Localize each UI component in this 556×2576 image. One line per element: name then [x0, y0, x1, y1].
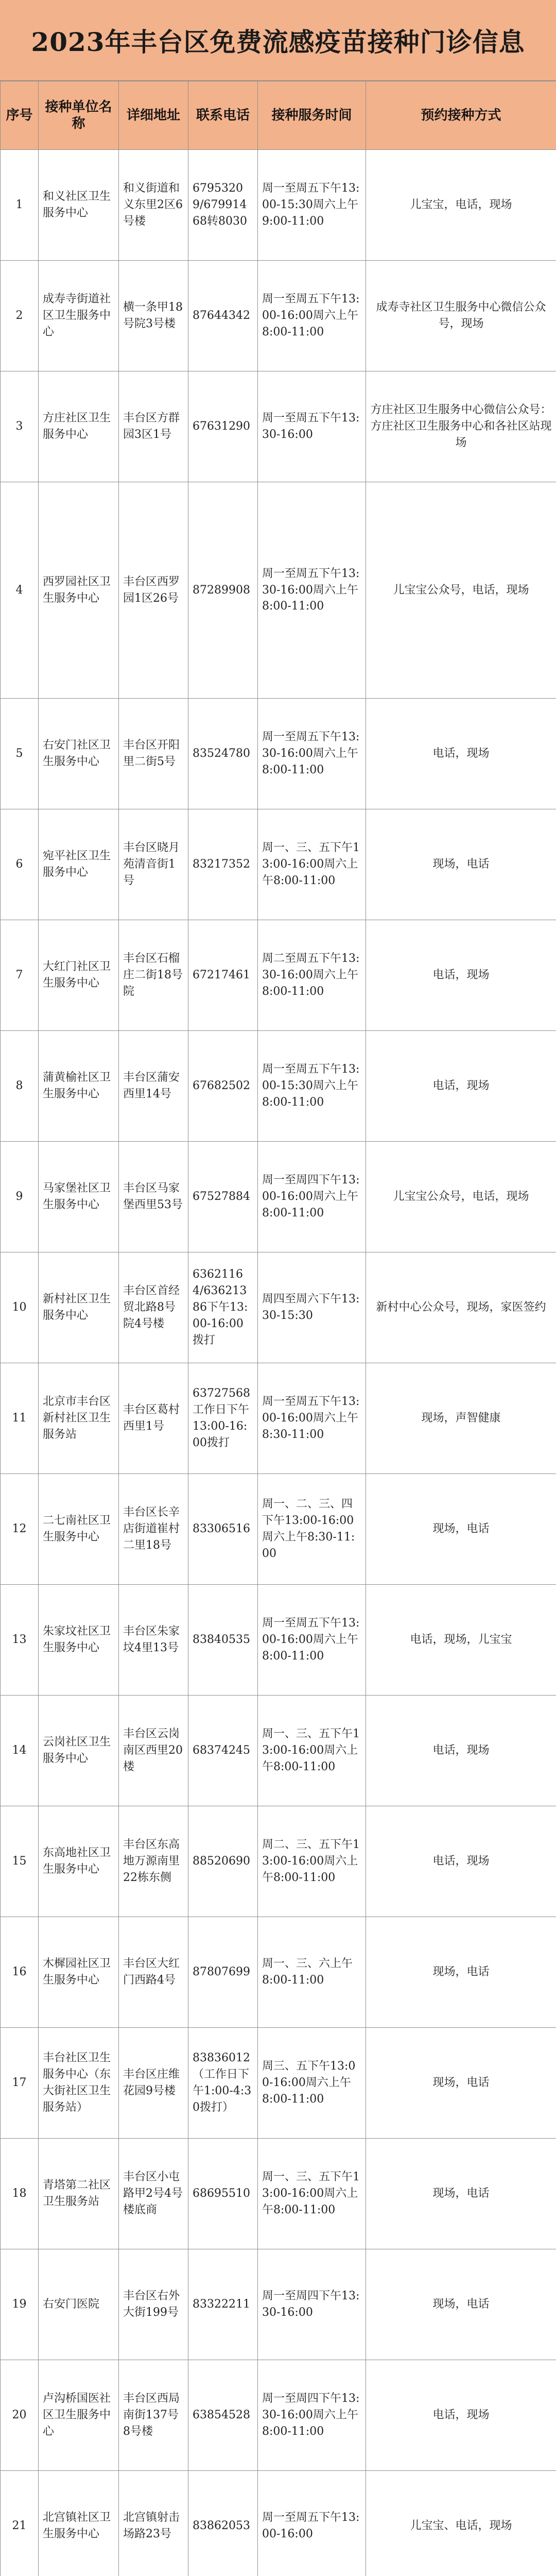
- header-no: 序号: [1, 81, 39, 150]
- cell-phone: 63854528: [188, 2360, 258, 2471]
- cell-phone: 87807699: [188, 1917, 258, 2028]
- cell-phone: 83217352: [188, 809, 258, 920]
- cell-address: 丰台区东高地万源南里22栋东侧: [119, 1806, 188, 1917]
- cell-phone: 67527884: [188, 1142, 258, 1252]
- cell-time: 周一至周五下午13:00-16:00: [258, 2471, 366, 2576]
- cell-appointment: 现场，电话: [366, 1917, 556, 2028]
- cell-appointment: 电话，现场: [366, 920, 556, 1031]
- cell-unit: 宛平社区卫生服务中心: [39, 809, 119, 920]
- title-banner: [0, 0, 556, 81]
- cell-phone: 83840535: [188, 1585, 258, 1696]
- cell-unit: 东高地社区卫生服务中心: [39, 1806, 119, 1917]
- cell-appointment: 现场，电话: [366, 809, 556, 920]
- cell-unit: 西罗园社区卫生服务中心: [39, 482, 119, 699]
- cell-phone: 67953209/67991468转8030: [188, 150, 258, 261]
- cell-no: 21: [1, 2471, 39, 2576]
- cell-time: 周一至周四下午13:00-16:00周六上午8:00-11:00: [258, 1142, 366, 1252]
- cell-appointment: 儿宝宝，电话，现场: [366, 150, 556, 261]
- cell-address: 丰台区蒲安西里14号: [119, 1031, 188, 1142]
- cell-time: 周二至周五下午13:30-16:00周六上午8:00-11:00: [258, 920, 366, 1031]
- cell-no: 16: [1, 1917, 39, 2028]
- page-title: 2023年丰台区免费流感疫苗接种门诊信息: [31, 27, 525, 57]
- cell-phone: 88520690: [188, 1806, 258, 1917]
- cell-time: 周一、三、五下午13:00-16:00周六上午8:00-11:00: [258, 2139, 366, 2249]
- cell-time: 周三、五下午13:00-16:00周六上午8:00-11:00: [258, 2028, 366, 2139]
- cell-no: 2: [1, 261, 39, 371]
- cell-unit: 北京市丰台区新村社区卫生服务站: [39, 1363, 119, 1474]
- cell-unit: 云岗社区卫生服务中心: [39, 1696, 119, 1806]
- cell-appointment: 儿宝宝、电话，现场: [366, 2471, 556, 2576]
- cell-time: 周一至周五下午13:30-16:00周六上午8:00-11:00: [258, 482, 366, 699]
- cell-unit: 成寿寺街道社区卫生服务中心: [39, 261, 119, 371]
- cell-time: 周一、三、五下午13:00-16:00周六上午8:00-11:00: [258, 1696, 366, 1806]
- cell-time: 周一至周五下午13:00-16:00周六上午8:00-11:00: [258, 261, 366, 371]
- cell-no: 11: [1, 1363, 39, 1474]
- cell-appointment: 电话，现场: [366, 1806, 556, 1917]
- cell-no: 19: [1, 2249, 39, 2360]
- cell-time: 周一至周五下午13:00-15:30周六上午9:00-11:00: [258, 150, 366, 261]
- table-row: [1, 699, 556, 809]
- table-row: [1, 1252, 556, 1363]
- cell-appointment: 儿宝宝公众号，电话，现场: [366, 482, 556, 699]
- cell-appointment: 现场，声智健康: [366, 1363, 556, 1474]
- cell-address: 丰台区云岗南区西里20楼: [119, 1696, 188, 1806]
- cell-unit: 丰台社区卫生服务中心（东大街社区卫生服务站）: [39, 2028, 119, 2139]
- cell-unit: 朱家坟社区卫生服务中心: [39, 1585, 119, 1696]
- cell-unit: 右安门医院: [39, 2249, 119, 2360]
- cell-time: 周一至周四下午13:30-16:00周六上午8:00-11:00: [258, 2360, 366, 2471]
- cell-address: 丰台区小屯路甲2号4号楼底商: [119, 2139, 188, 2249]
- cell-appointment: 电话，现场: [366, 1696, 556, 1806]
- cell-address: 丰台区开阳里二街5号: [119, 699, 188, 809]
- cell-phone: 63727568工作日下午13:00-16:00拨打: [188, 1363, 258, 1474]
- cell-appointment: 电话，现场: [366, 2360, 556, 2471]
- cell-no: 14: [1, 1696, 39, 1806]
- cell-time: 周一至周五下午13:00-16:00周六上午8:00-11:00: [258, 1585, 366, 1696]
- header-phone: 联系电话: [188, 81, 258, 150]
- table-row: [1, 2139, 556, 2249]
- header-address: 详细地址: [119, 81, 188, 150]
- cell-unit: 马家堡社区卫生服务中心: [39, 1142, 119, 1252]
- cell-time: 周一、二、三、四下午13:00-16:00周六上午8:30-11:00: [258, 1474, 366, 1585]
- cell-address: 北宫镇射击场路23号: [119, 2471, 188, 2576]
- cell-appointment: 电话，现场: [366, 699, 556, 809]
- cell-unit: 右安门社区卫生服务中心: [39, 699, 119, 809]
- cell-no: 4: [1, 482, 39, 699]
- cell-address: 丰台区马家堡西里53号: [119, 1142, 188, 1252]
- table-row: [1, 809, 556, 920]
- cell-unit: 方庄社区卫生服务中心: [39, 371, 119, 482]
- cell-time: 周一至周五下午13:00-15:30周六上午8:00-11:00: [258, 1031, 366, 1142]
- cell-unit: 蒲黄榆社区卫生服务中心: [39, 1031, 119, 1142]
- cell-appointment: 现场，电话: [366, 2028, 556, 2139]
- cell-address: 丰台区大红门西路4号: [119, 1917, 188, 2028]
- cell-phone: 83862053: [188, 2471, 258, 2576]
- cell-time: 周一至周五下午13:30-16:00: [258, 371, 366, 482]
- cell-address: 横一条甲18号院3号楼: [119, 261, 188, 371]
- cell-appointment: 儿宝宝公众号，电话，现场: [366, 1142, 556, 1252]
- cell-address: 丰台区晓月苑清音街1号: [119, 809, 188, 920]
- cell-no: 13: [1, 1585, 39, 1696]
- cell-address: 丰台区庄维花园9号楼: [119, 2028, 188, 2139]
- cell-address: 丰台区西局南街137号8号楼: [119, 2360, 188, 2471]
- cell-phone: 68374245: [188, 1696, 258, 1806]
- cell-address: 丰台区西罗园1区26号: [119, 482, 188, 699]
- cell-time: 周四至周六下午13:30-15:30: [258, 1252, 366, 1363]
- cell-no: 12: [1, 1474, 39, 1585]
- cell-no: 1: [1, 150, 39, 261]
- cell-no: 15: [1, 1806, 39, 1917]
- cell-unit: 青塔第二社区卫生服务站: [39, 2139, 119, 2249]
- header-unit: 接种单位名称: [39, 81, 119, 150]
- table-row: [1, 1806, 556, 1917]
- cell-time: 周二、三、五下午13:00-16:00周六上午8:00-11:00: [258, 1806, 366, 1917]
- cell-no: 17: [1, 2028, 39, 2139]
- cell-no: 8: [1, 1031, 39, 1142]
- cell-appointment: 现场，电话: [366, 2249, 556, 2360]
- cell-address: 丰台区石榴庄二街18号院: [119, 920, 188, 1031]
- table-row: [1, 2471, 556, 2576]
- table-body: [1, 150, 556, 2576]
- cell-no: 18: [1, 2139, 39, 2249]
- table-row: [1, 1474, 556, 1585]
- table-row: [1, 1031, 556, 1142]
- cell-appointment: 现场，电话: [366, 1474, 556, 1585]
- cell-address: 丰台区长辛店街道崔村二里18号: [119, 1474, 188, 1585]
- cell-unit: 新村社区卫生服务中心: [39, 1252, 119, 1363]
- cell-no: 10: [1, 1252, 39, 1363]
- cell-time: 周一至周五下午13:30-16:00周六上午8:00-11:00: [258, 699, 366, 809]
- table-row: [1, 1142, 556, 1252]
- cell-phone: 83524780: [188, 699, 258, 809]
- table-row: [1, 482, 556, 699]
- cell-phone: 63621164/63621386下午13:00-16:00拨打: [188, 1252, 258, 1363]
- cell-unit: 和义社区卫生服务中心: [39, 150, 119, 261]
- cell-no: 20: [1, 2360, 39, 2471]
- clinic-table: [0, 81, 556, 2576]
- cell-phone: 68695510: [188, 2139, 258, 2249]
- header-appointment: 预约接种方式: [366, 81, 556, 150]
- cell-phone: 87289908: [188, 482, 258, 699]
- cell-no: 7: [1, 920, 39, 1031]
- cell-appointment: 电话，现场，儿宝宝: [366, 1585, 556, 1696]
- cell-unit: 卢沟桥国医社区卫生服务中心: [39, 2360, 119, 2471]
- cell-no: 3: [1, 371, 39, 482]
- cell-appointment: 方庄社区卫生服务中心微信公众号：方庄社区卫生服务中心和各社区站现场: [366, 371, 556, 482]
- table-row: [1, 1917, 556, 2028]
- cell-no: 9: [1, 1142, 39, 1252]
- table-header-row: [1, 81, 556, 150]
- cell-no: 6: [1, 809, 39, 920]
- cell-phone: 67682502: [188, 1031, 258, 1142]
- cell-address: 丰台区首经贸北路8号院4号楼: [119, 1252, 188, 1363]
- cell-appointment: 现场，电话: [366, 2139, 556, 2249]
- cell-unit: 北宫镇社区卫生服务中心: [39, 2471, 119, 2576]
- table-row: [1, 1585, 556, 1696]
- cell-appointment: 新村中心公众号，现场，家医签约: [366, 1252, 556, 1363]
- cell-time: 周一至周五下午13:00-16:00周六上午8:30-11:00: [258, 1363, 366, 1474]
- cell-no: 5: [1, 699, 39, 809]
- table-row: [1, 2249, 556, 2360]
- table-row: [1, 1363, 556, 1474]
- table-row: [1, 920, 556, 1031]
- cell-unit: 二七南社区卫生服务中心: [39, 1474, 119, 1585]
- cell-address: 丰台区右外大街199号: [119, 2249, 188, 2360]
- table-row: [1, 2360, 556, 2471]
- cell-appointment: 电话，现场: [366, 1031, 556, 1142]
- cell-time: 周一、三、六上午8:00-11:00: [258, 1917, 366, 2028]
- cell-appointment: 成寿寺社区卫生服务中心微信公众号，现场: [366, 261, 556, 371]
- cell-address: 丰台区方群园3区1号: [119, 371, 188, 482]
- table-row: [1, 2028, 556, 2139]
- cell-time: 周一、三、五下午13:00-16:00周六上午8:00-11:00: [258, 809, 366, 920]
- cell-time: 周一至周四下午13:30-16:00: [258, 2249, 366, 2360]
- cell-address: 丰台区葛村西里1号: [119, 1363, 188, 1474]
- cell-phone: 83322211: [188, 2249, 258, 2360]
- cell-phone: 83836012（工作日下午1:00-4:30拨打）: [188, 2028, 258, 2139]
- cell-phone: 87644342: [188, 261, 258, 371]
- cell-phone: 67631290: [188, 371, 258, 482]
- table-row: [1, 261, 556, 371]
- cell-phone: 83306516: [188, 1474, 258, 1585]
- header-time: 接种服务时间: [258, 81, 366, 150]
- table-row: [1, 150, 556, 261]
- table-row: [1, 371, 556, 482]
- cell-address: 丰台区朱家坟4里13号: [119, 1585, 188, 1696]
- cell-address: 和义街道和义东里2区6号楼: [119, 150, 188, 261]
- table-row: [1, 1696, 556, 1806]
- cell-unit: 木樨园社区卫生服务中心: [39, 1917, 119, 2028]
- cell-unit: 大红门社区卫生服务中心: [39, 920, 119, 1031]
- cell-phone: 67217461: [188, 920, 258, 1031]
